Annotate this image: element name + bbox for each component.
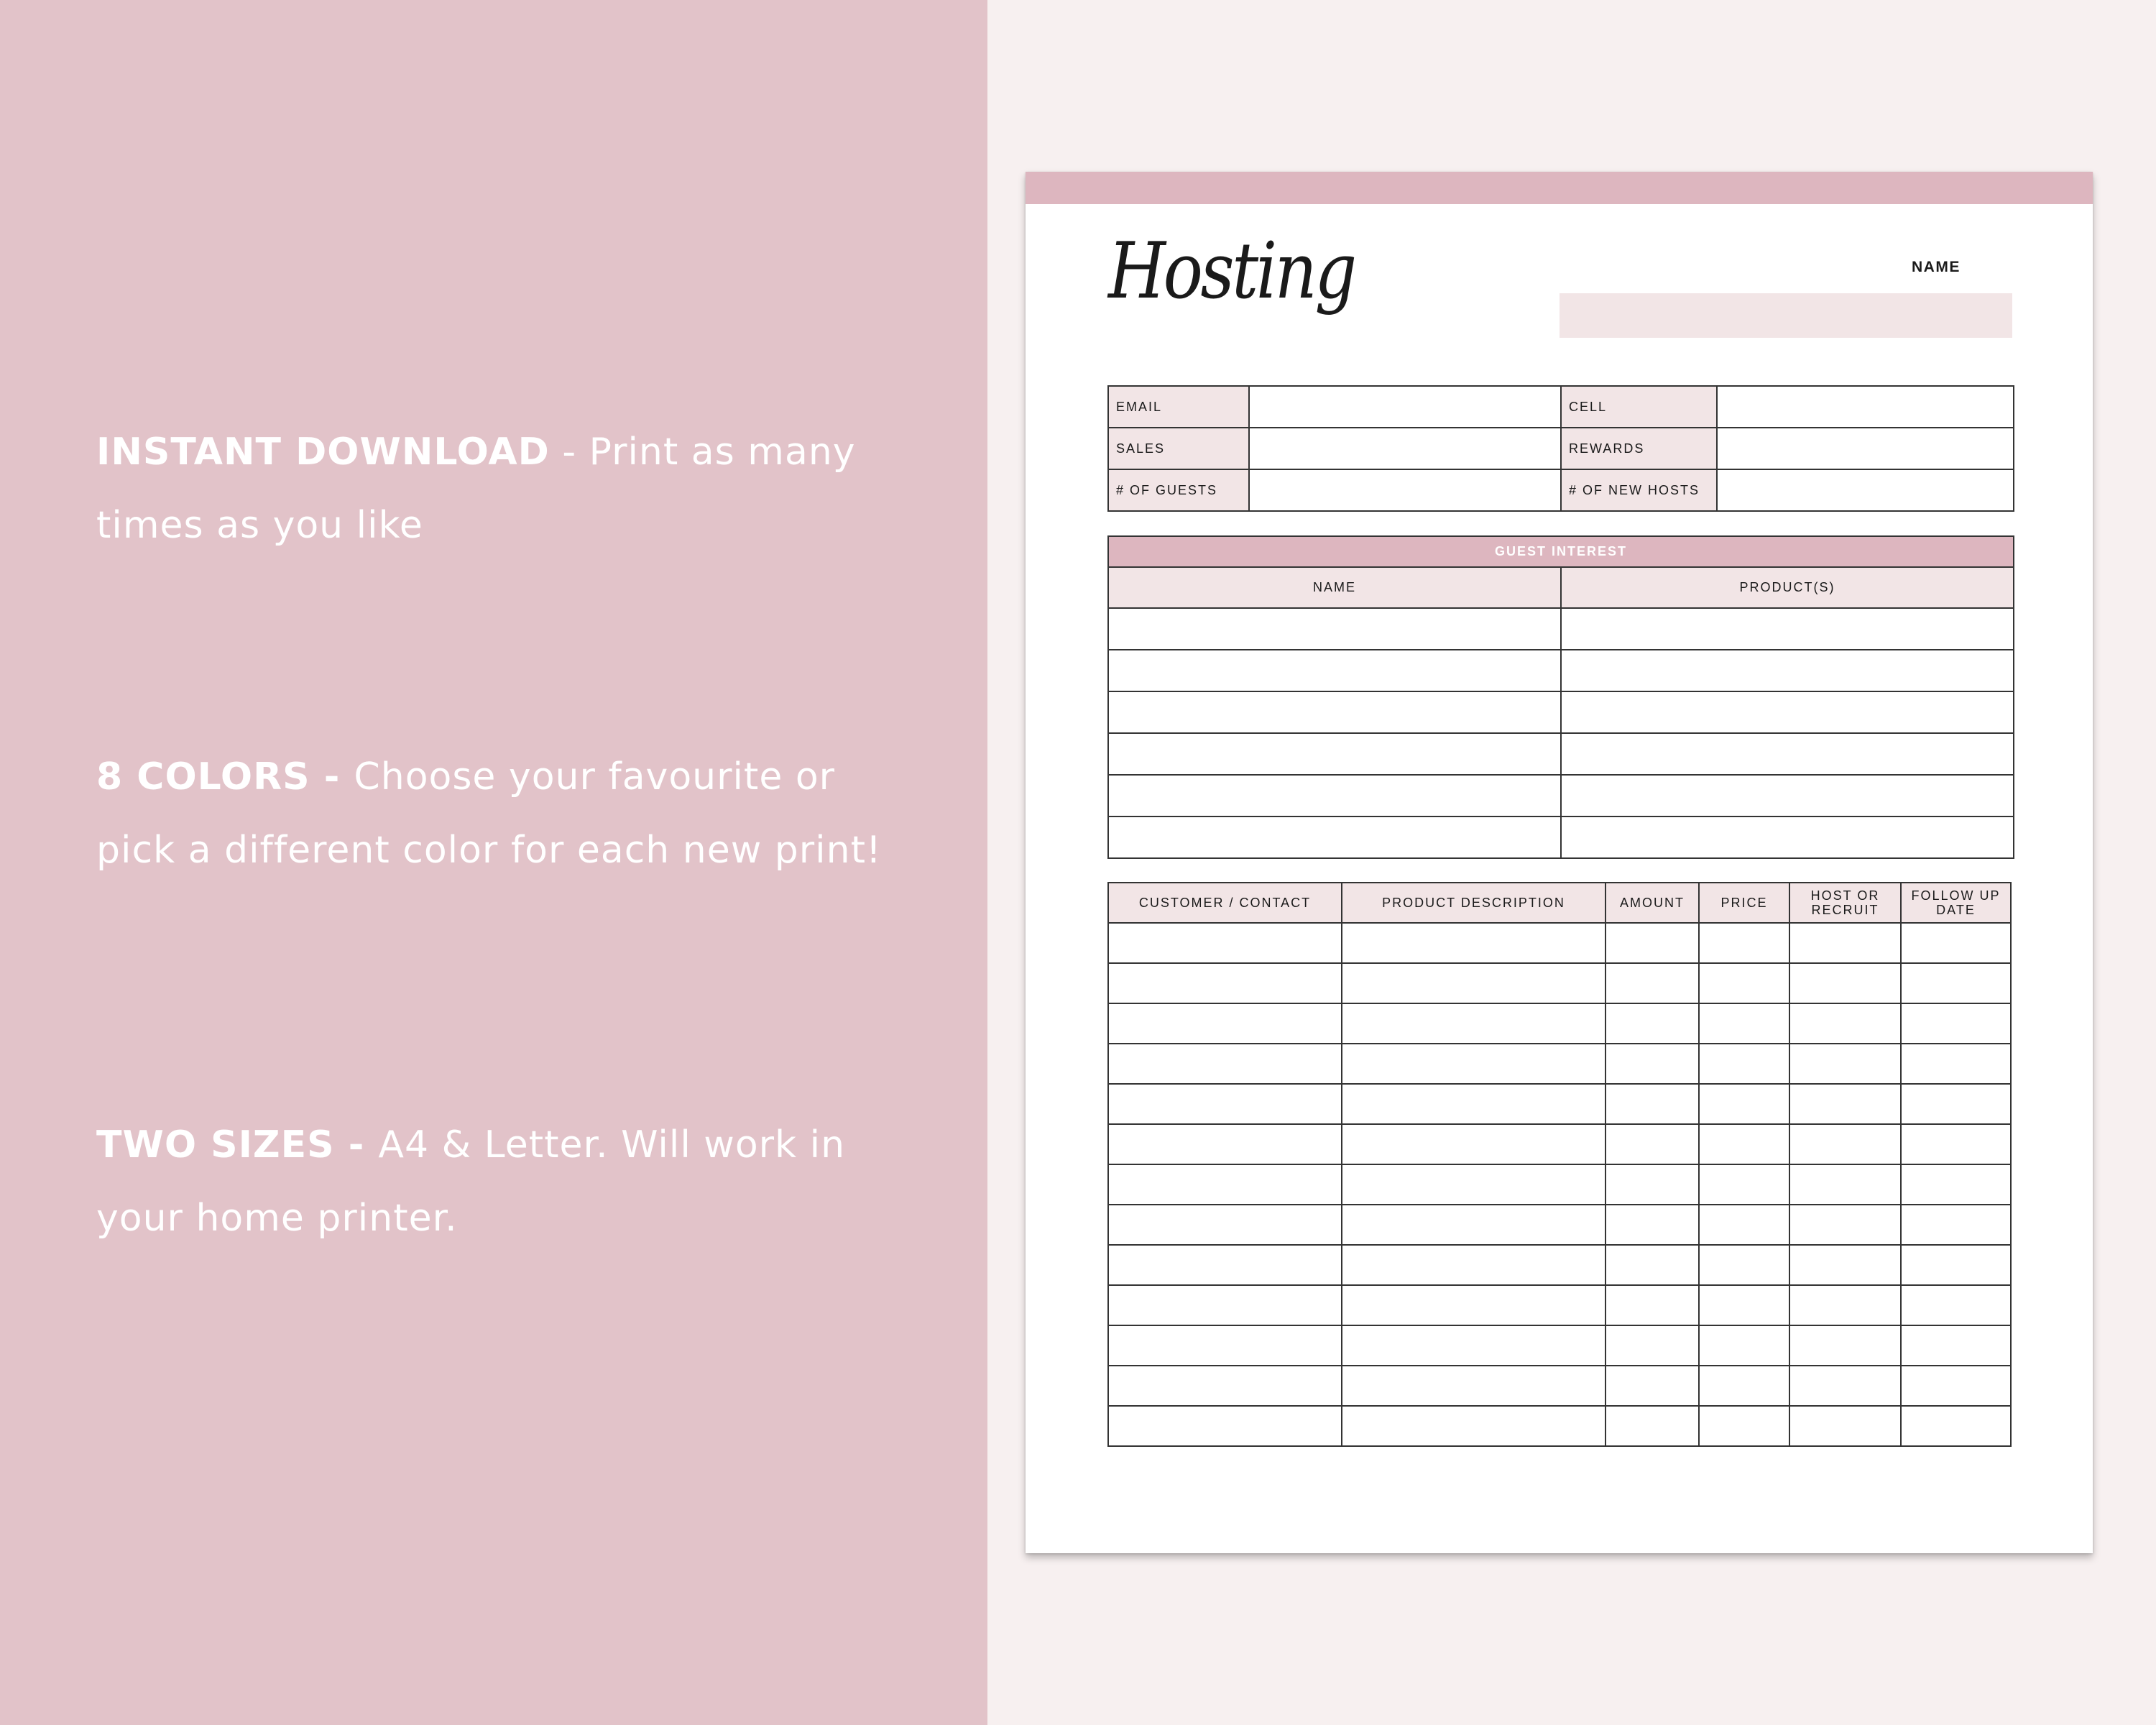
table-row [1108, 1164, 2011, 1205]
follow-up-cell[interactable] [1901, 1003, 2011, 1044]
description-cell[interactable] [1342, 923, 1606, 963]
table-row [1108, 608, 2014, 650]
description-cell[interactable] [1342, 1285, 1606, 1325]
table-row [1108, 469, 2014, 511]
orders-table [1107, 882, 2012, 1447]
price-cell[interactable] [1699, 1003, 1789, 1044]
table-row [1108, 1124, 2011, 1164]
host-recruit-cell[interactable] [1789, 1003, 1901, 1044]
sheet-top-band [1026, 172, 2093, 204]
price-cell[interactable] [1699, 1205, 1789, 1245]
follow-up-cell[interactable] [1901, 1245, 2011, 1285]
column-header-name: NAME [1108, 567, 1561, 608]
price-cell[interactable] [1699, 963, 1789, 1003]
description-cell[interactable] [1342, 1003, 1606, 1044]
amount-cell[interactable] [1606, 1285, 1699, 1325]
table-row [1108, 1406, 2011, 1446]
table-row [1108, 1084, 2011, 1124]
left-panel [0, 0, 987, 1725]
table-row [1108, 650, 2014, 691]
new-hosts-label: # OF NEW HOSTS [1561, 469, 1717, 511]
host-recruit-cell[interactable] [1789, 1205, 1901, 1245]
description-cell[interactable] [1342, 1044, 1606, 1084]
customer-cell[interactable] [1108, 1084, 1342, 1124]
table-row [1108, 733, 2014, 775]
column-header-description: PRODUCT DESCRIPTION [1342, 883, 1606, 923]
price-cell[interactable] [1699, 1366, 1789, 1406]
host-recruit-cell[interactable] [1789, 1366, 1901, 1406]
follow-up-cell[interactable] [1901, 1406, 2011, 1446]
amount-cell[interactable] [1606, 1124, 1699, 1164]
table-row [1108, 923, 2011, 963]
customer-cell[interactable] [1108, 923, 1342, 963]
column-header-customer: CUSTOMER / CONTACT [1108, 883, 1342, 923]
guest-products-cell[interactable] [1561, 691, 2014, 733]
email-field[interactable] [1249, 386, 1561, 428]
column-header-amount: AMOUNT [1606, 883, 1699, 923]
follow-up-cell[interactable] [1901, 1164, 2011, 1205]
table-header-row [1108, 883, 2011, 923]
guest-products-cell[interactable] [1561, 733, 2014, 775]
host-recruit-cell[interactable] [1789, 923, 1901, 963]
table-header-row [1108, 567, 2014, 608]
feature-title: 8 COLORS - [96, 755, 354, 799]
feature-text: Choose your favourite or pick a different color for each new print! [96, 755, 882, 872]
description-cell[interactable] [1342, 1084, 1606, 1124]
description-cell[interactable] [1342, 1164, 1606, 1205]
cell-label: CELL [1561, 386, 1717, 428]
table-row [1108, 1205, 2011, 1245]
column-header-follow-up: FOLLOW UP DATE [1901, 883, 2011, 923]
table-row [1108, 963, 2011, 1003]
guests-field[interactable] [1249, 469, 1561, 511]
customer-cell[interactable] [1108, 1366, 1342, 1406]
table-row [1108, 1285, 2011, 1325]
customer-cell[interactable] [1108, 1003, 1342, 1044]
price-cell[interactable] [1699, 1044, 1789, 1084]
amount-cell[interactable] [1606, 1044, 1699, 1084]
table-row [1108, 386, 2014, 428]
amount-cell[interactable] [1606, 923, 1699, 963]
feature-title: TWO SIZES - [96, 1123, 379, 1167]
feature-text: A4 & Letter. Will work in your home printer. [96, 1123, 846, 1240]
amount-cell[interactable] [1606, 1164, 1699, 1205]
guest-products-cell[interactable] [1561, 650, 2014, 691]
price-cell[interactable] [1699, 1245, 1789, 1285]
guest-name-cell[interactable] [1108, 608, 1561, 650]
table-row [1108, 1003, 2011, 1044]
customer-cell[interactable] [1108, 1245, 1342, 1285]
feature-sizes [96, 1108, 916, 1255]
host-recruit-cell[interactable] [1789, 1245, 1901, 1285]
feature-colors [96, 740, 916, 887]
host-recruit-cell[interactable] [1789, 1084, 1901, 1124]
host-recruit-cell[interactable] [1789, 1285, 1901, 1325]
customer-cell[interactable] [1108, 963, 1342, 1003]
price-cell[interactable] [1699, 1406, 1789, 1446]
email-label: EMAIL [1108, 386, 1249, 428]
guest-name-cell[interactable] [1108, 733, 1561, 775]
feature-text: - Print as many times as you like [96, 431, 856, 547]
follow-up-cell[interactable] [1901, 1285, 2011, 1325]
follow-up-cell[interactable] [1901, 1044, 2011, 1084]
follow-up-cell[interactable] [1901, 1205, 2011, 1245]
host-recruit-cell[interactable] [1789, 1124, 1901, 1164]
host-recruit-cell[interactable] [1789, 1406, 1901, 1446]
host-recruit-cell[interactable] [1789, 1325, 1901, 1366]
host-recruit-cell[interactable] [1789, 963, 1901, 1003]
table-row [1108, 691, 2014, 733]
price-cell[interactable] [1699, 1124, 1789, 1164]
description-cell[interactable] [1342, 1406, 1606, 1446]
rewards-field[interactable] [1717, 428, 2014, 469]
amount-cell[interactable] [1606, 1205, 1699, 1245]
follow-up-cell[interactable] [1901, 963, 2011, 1003]
amount-cell[interactable] [1606, 1325, 1699, 1366]
table-row [1108, 428, 2014, 469]
customer-cell[interactable] [1108, 1164, 1342, 1205]
guests-label: # OF GUESTS [1108, 469, 1249, 511]
feature-title: INSTANT DOWNLOAD [96, 431, 550, 474]
guest-interest-title: GUEST INTEREST [1108, 536, 2014, 567]
guest-name-cell[interactable] [1108, 816, 1561, 858]
price-cell[interactable] [1699, 923, 1789, 963]
column-header-products: PRODUCT(S) [1561, 567, 2014, 608]
customer-cell[interactable] [1108, 1205, 1342, 1245]
table-row [1108, 816, 2014, 858]
new-hosts-field[interactable] [1717, 469, 2014, 511]
follow-up-cell[interactable] [1901, 1084, 2011, 1124]
name-field[interactable] [1560, 293, 2012, 338]
follow-up-cell[interactable] [1901, 923, 2011, 963]
table-row [1108, 1044, 2011, 1084]
guest-name-cell[interactable] [1108, 650, 1561, 691]
amount-cell[interactable] [1606, 963, 1699, 1003]
follow-up-cell[interactable] [1901, 1124, 2011, 1164]
customer-cell[interactable] [1108, 1124, 1342, 1164]
follow-up-cell[interactable] [1901, 1366, 2011, 1406]
guest-products-cell[interactable] [1561, 775, 2014, 816]
description-cell[interactable] [1342, 1245, 1606, 1285]
description-cell[interactable] [1342, 963, 1606, 1003]
table-row [1108, 775, 2014, 816]
price-cell[interactable] [1699, 1084, 1789, 1124]
guest-products-cell[interactable] [1561, 608, 2014, 650]
cell-field[interactable] [1717, 386, 2014, 428]
sales-field[interactable] [1249, 428, 1561, 469]
amount-cell[interactable] [1606, 1245, 1699, 1285]
amount-cell[interactable] [1606, 1003, 1699, 1044]
table-row [1108, 1245, 2011, 1285]
rewards-label: REWARDS [1561, 428, 1717, 469]
table-row [1108, 1325, 2011, 1366]
amount-cell[interactable] [1606, 1084, 1699, 1124]
column-header-price: PRICE [1699, 883, 1789, 923]
description-cell[interactable] [1342, 1124, 1606, 1164]
column-header-host-recruit: HOST OR RECRUIT [1789, 883, 1901, 923]
customer-cell[interactable] [1108, 1406, 1342, 1446]
table-title-row [1108, 536, 2014, 567]
host-recruit-cell[interactable] [1789, 1164, 1901, 1205]
guest-name-cell[interactable] [1108, 691, 1561, 733]
guest-name-cell[interactable] [1108, 775, 1561, 816]
table-row [1108, 1366, 2011, 1406]
description-cell[interactable] [1342, 1366, 1606, 1406]
guest-interest-table [1107, 535, 2014, 859]
feature-instant-download [96, 415, 916, 562]
customer-cell[interactable] [1108, 1044, 1342, 1084]
name-label: NAME [1912, 259, 1961, 275]
price-cell[interactable] [1699, 1325, 1789, 1366]
customer-cell[interactable] [1108, 1325, 1342, 1366]
amount-cell[interactable] [1606, 1406, 1699, 1446]
follow-up-cell[interactable] [1901, 1325, 2011, 1366]
price-cell[interactable] [1699, 1285, 1789, 1325]
price-cell[interactable] [1699, 1164, 1789, 1205]
sheet-title: Hosting [1108, 226, 1355, 316]
host-recruit-cell[interactable] [1789, 1044, 1901, 1084]
description-cell[interactable] [1342, 1325, 1606, 1366]
sales-label: SALES [1108, 428, 1249, 469]
amount-cell[interactable] [1606, 1366, 1699, 1406]
description-cell[interactable] [1342, 1205, 1606, 1245]
guest-products-cell[interactable] [1561, 816, 2014, 858]
host-info-table [1107, 385, 2014, 512]
customer-cell[interactable] [1108, 1285, 1342, 1325]
